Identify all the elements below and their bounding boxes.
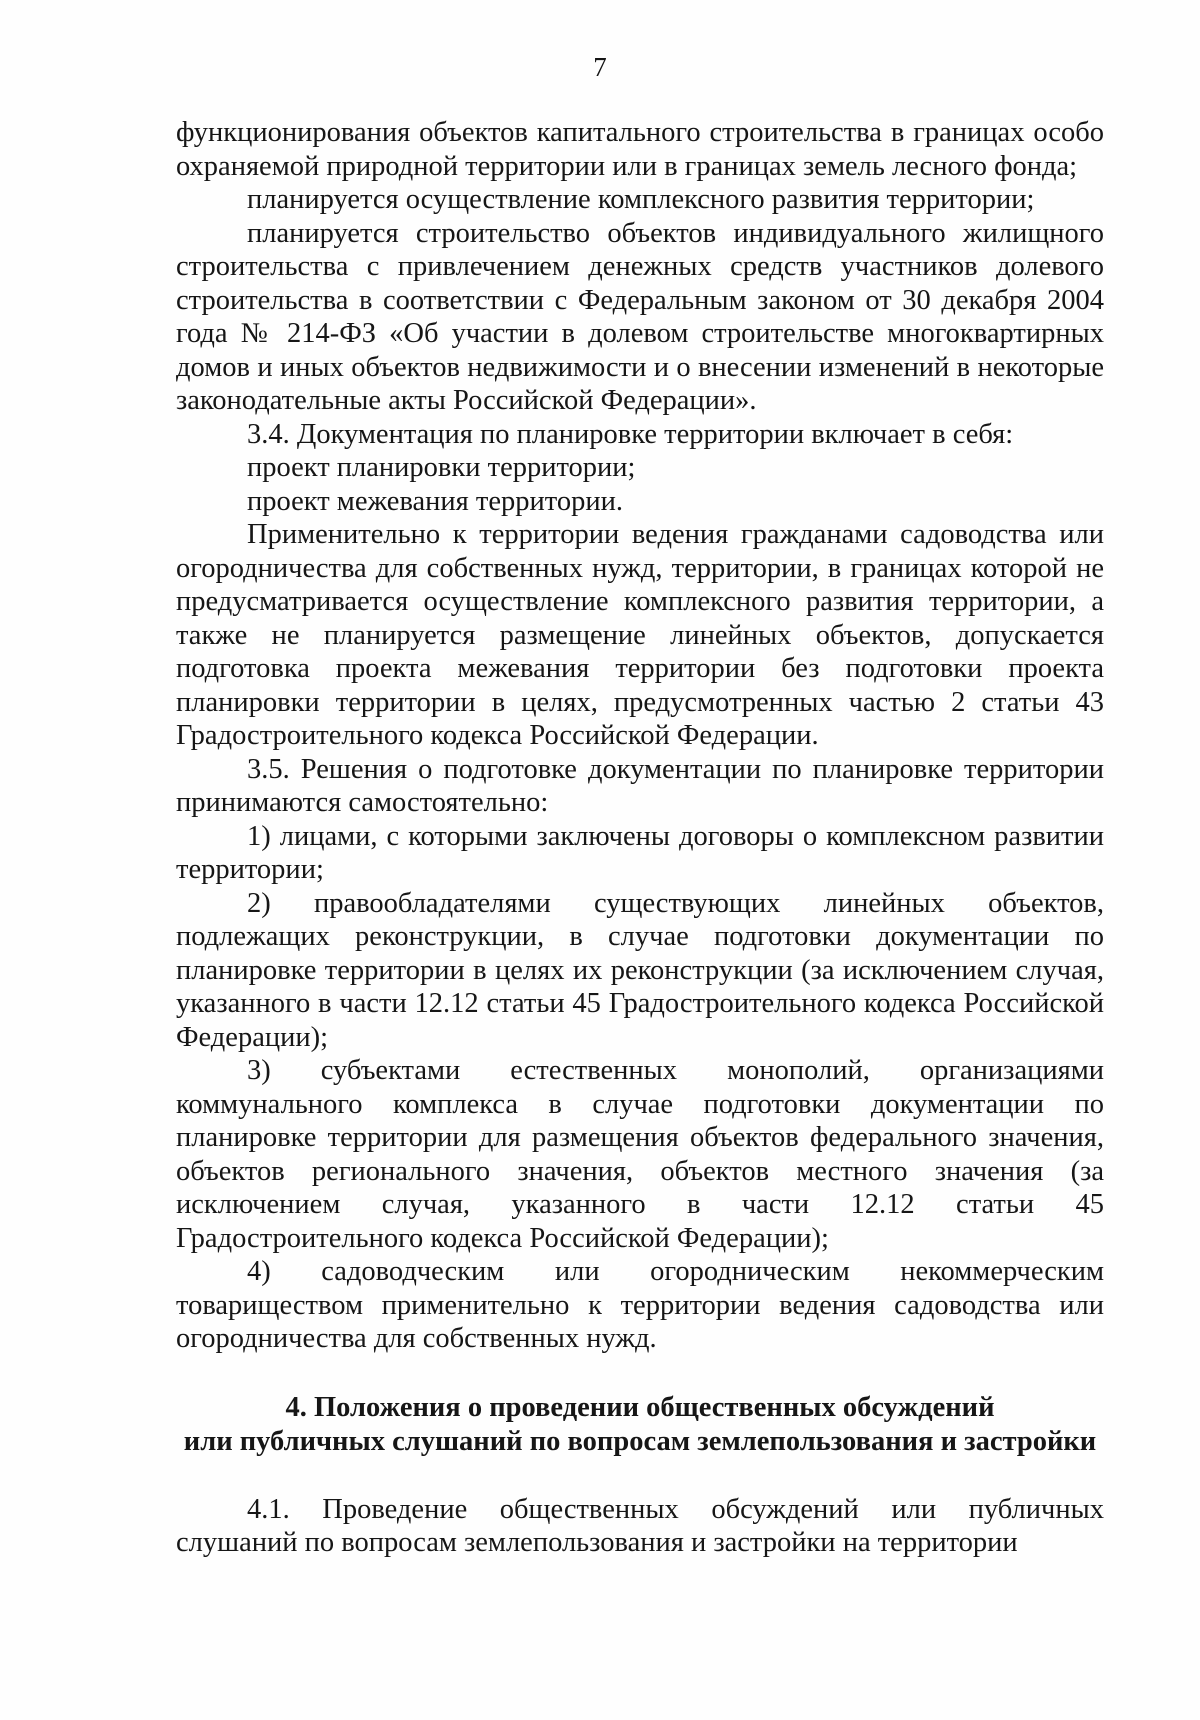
paragraph: 1) лицами, с которыми заключены договоры о комплексном развитии территории; — [176, 820, 1104, 885]
paragraph: 4.1. Проведение общественных обсуждений или публичных слушаний по вопросам землепользования и застройки на территории — [176, 1493, 1104, 1558]
section-4-body — [176, 1493, 1104, 1560]
paragraph: 3) субъектами естественных монополий, организациями коммунального комплекса в случае подготовки документации по планировке территории для размещения объектов федерального значения, объектов регионального значения, объектов местного значения (за исключением случая, указанного в части 12.12 статьи 45 Градостроительного кодекса Российской Федерации); — [176, 1055, 1104, 1254]
paragraph: 4) садоводческим или огородническим некоммерческим товариществом применительно к территории ведения садоводства или огородничества для собственных нужд. — [176, 1256, 1104, 1354]
page-number: 7 — [593, 52, 607, 82]
paragraph: проект межевания территории. — [247, 485, 623, 517]
paragraph: проект планировки территории; — [247, 452, 636, 483]
document-body — [176, 116, 1104, 1560]
paragraph: функционирования объектов капитального строительства в границах особо охраняемой природной территории или в границах земель лесного фонда; — [176, 117, 1104, 182]
section-3-continuation — [176, 116, 1104, 1356]
paragraph: 3.5. Решения о подготовке документации по планировке территории принимаются самостоятельно: — [176, 753, 1104, 818]
section-heading — [176, 1391, 1104, 1459]
paragraph: 2) правообладателями существующих линейных объектов, подлежащих реконструкции, в случае подготовки документации по планировке территории в целях их реконструкции (за исключением случая, указанного в части 12.12 статьи 45 Градостроительного кодекса Российской Федерации); — [176, 887, 1104, 1053]
paragraph: 3.4. Документация по планировке территории включает в себя: — [247, 418, 1014, 450]
paragraph: планируется строительство объектов индивидуального жилищного строительства с привлечением денежных средств участников долевого строительства в соответствии с Федеральным законом от 30 декабря 2004 года № 214-ФЗ «Об участии в долевом строительстве многоквартирных домов и иных объектов недвижимости и о внесении изменений в некоторые законодательные акты Российской Федерации». — [176, 217, 1104, 416]
section-heading-line-1: 4. Положения о проведении общественных обсуждений — [285, 1391, 995, 1423]
paragraph: планируется осуществление комплексного развития территории; — [247, 184, 1035, 215]
section-heading-line-2: или публичных слушаний по вопросам землепользования и застройки — [183, 1425, 1097, 1457]
paragraph: Применительно к территории ведения гражданами садоводства или огородничества для собственных нужд, территории, в границах которой не предусматривается осуществление комплексного развития территории, а также не планируется размещение линейных объектов, допускается подготовка проекта межевания территории без подготовки проекта планировки территории в целях, предусмотренных частью 2 статьи 43 Градостроительного кодекса Российской Федерации. — [176, 519, 1104, 751]
